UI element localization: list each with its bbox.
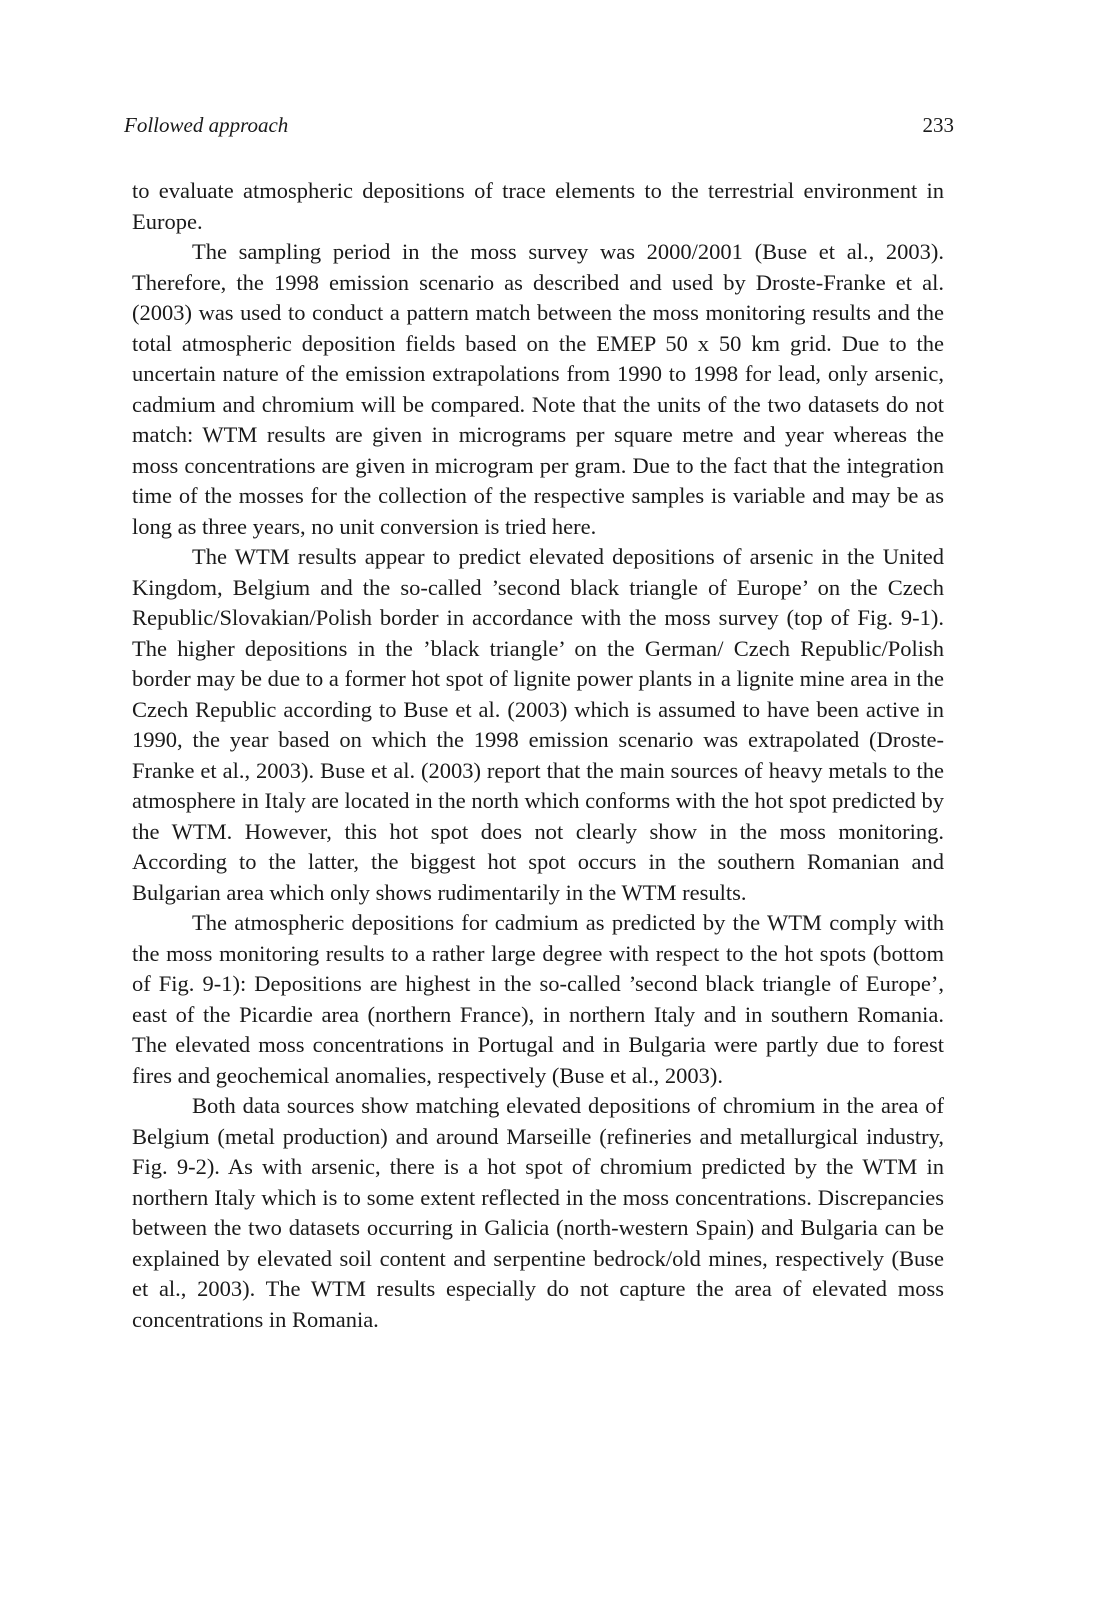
paragraph-continuation: to evaluate atmospheric depositions of trace elements to the terrestrial environment in Europe.	[132, 178, 944, 234]
running-head	[124, 112, 954, 138]
page-number: 233	[922, 113, 954, 137]
paragraph-sampling-period: The sampling period in the moss survey was 2000/2001 (Buse et al., 2003). Therefore, the 1998 emission scenario as described and used by Droste-Franke et al. (2003) was used to conduct a pattern match between the moss monitoring results and the total atmospheric deposition fields based on the EMEP 50 x 50 km grid. Due to the uncertain nature of the emission extrapolations from 1990 to 1998 for lead, only arsenic, cadmium and chromium will be compared. Note that the units of the two datasets do not match: WTM results are given in micrograms per square metre and year whereas the moss concentrations are given in microgram per gram. Due to the fact that the integration time of the mosses for the collection of the respective samples is variable and may be as long as three years, no unit conversion is tried here.	[132, 239, 944, 539]
running-title: Followed approach	[124, 113, 289, 137]
paragraph-cadmium: The atmospheric depositions for cadmium as predicted by the WTM comply with the moss monitoring results to a rather large degree with respect to the hot spots (bottom of Fig. 9-1): Depositions are highest in the so-called ’second black triangle of Europe’, east of the Picardie area (northern France), in northern Italy and in southern Romania. The elevated moss concentrations in Portugal and in Bulgaria were partly due to forest fires and geochemical anomalies, respectively (Buse et al., 2003).	[132, 910, 944, 1088]
body-text	[132, 176, 944, 1335]
paragraph-arsenic: The WTM results appear to predict elevated depositions of arsenic in the United Kingdom, Belgium and the so-called ’second black triangle of Europe’ on the Czech Republic/Slovakian/Polish border in accordance with the moss survey (top of Fig. 9-1). The higher depositions in the ’black triangle’ on the German/ Czech Republic/Polish border may be due to a former hot spot of lignite power plants in a lignite mine area in the Czech Republic according to Buse et al. (2003) which is assumed to have been active in 1990, the year based on which the 1998 emission scenario was extrapolated (Droste-Franke et al., 2003). Buse et al. (2003) report that the main sources of heavy metals to the atmosphere in Italy are located in the north which conforms with the hot spot predicted by the WTM. However, this hot spot does not clearly show in the moss monitoring. According to the latter, the biggest hot spot occurs in the southern Romanian and Bulgarian area which only shows rudimentarily in the WTM results.	[132, 544, 944, 905]
paragraph-chromium: Both data sources show matching elevated depositions of chromium in the area of Belgium (metal production) and around Marseille (refineries and metallurgical industry, Fig. 9-2). As with arsenic, there is a hot spot of chromium predicted by the WTM in northern Italy which is to some extent reflected in the moss concentrations. Discrepancies between the two datasets occurring in Galicia (north-western Spain) and Bulgaria can be explained by elevated soil content and serpentine bedrock/old mines, respectively (Buse et al., 2003). The WTM results especially do not capture the area of elevated moss concentrations in Romania.	[132, 1093, 944, 1332]
